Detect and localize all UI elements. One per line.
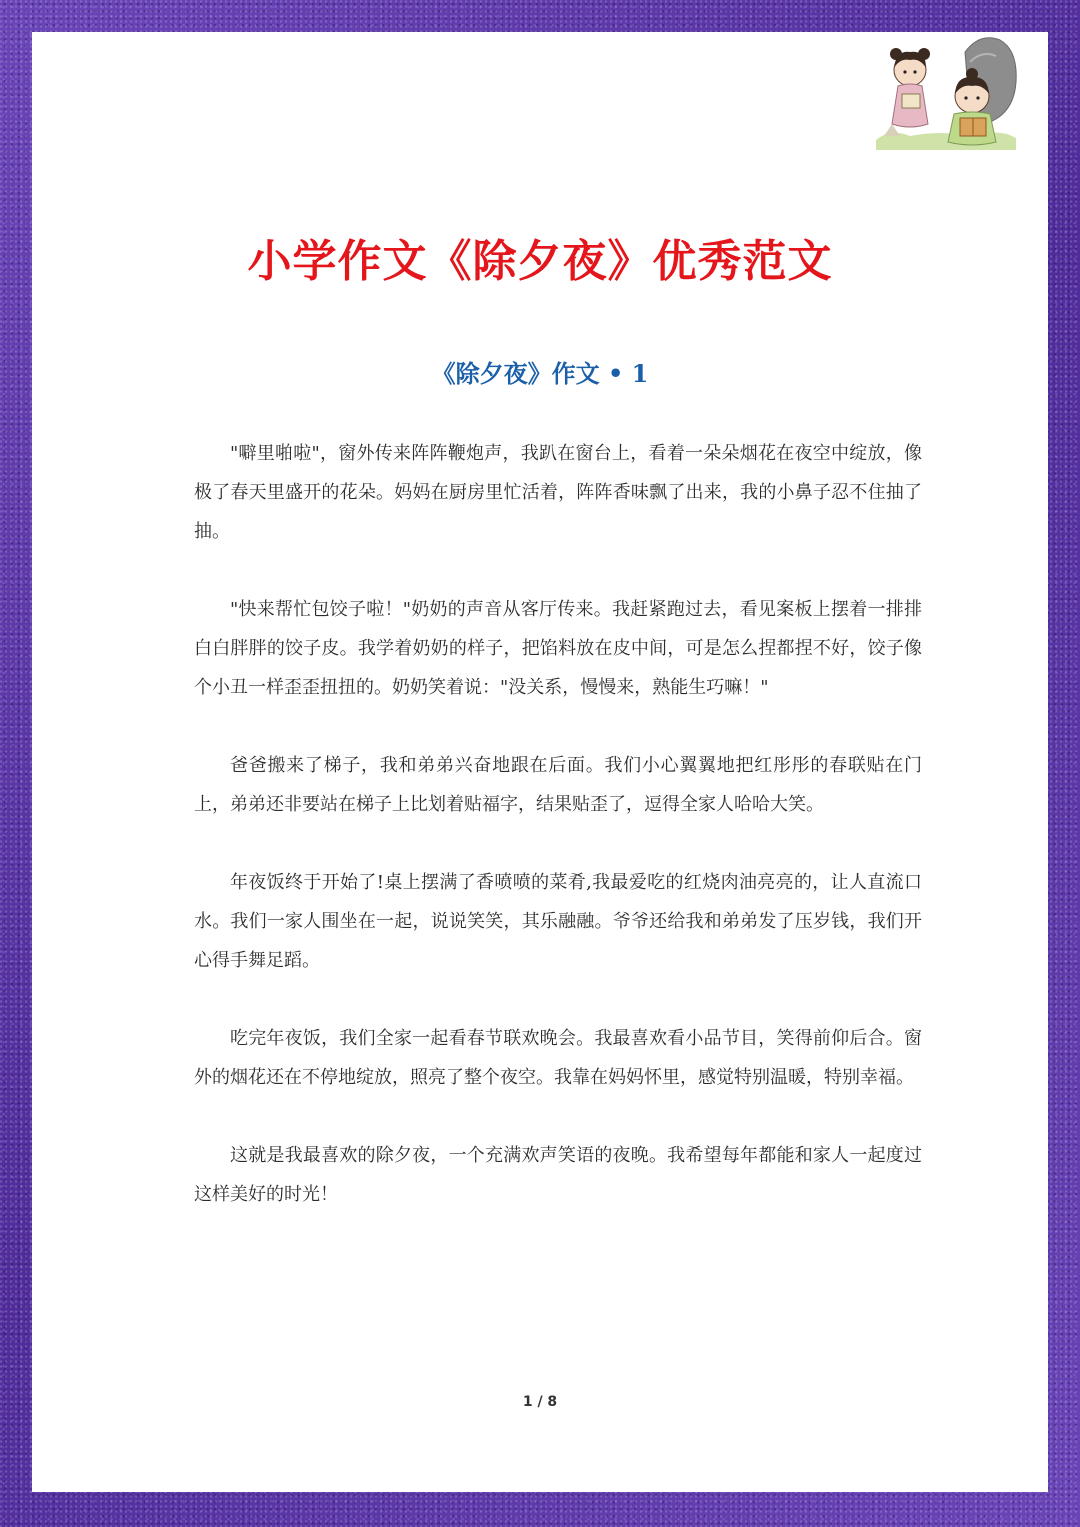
paragraph: "快来帮忙包饺子啦！"奶奶的声音从客厅传来。我赶紧跑过去，看见案板上摆着一排排白白胖胖的饺子皮。我学着奶奶的样子，把馅料放在皮中间，可是怎么捏都捏不好，饺子像个小丑一样歪歪扭扭的。奶奶笑着说："没关系，慢慢来，熟能生巧嘛！" (194, 599, 922, 698)
page-number: 1 / 8 (522, 1394, 558, 1410)
page-title: 小学作文《除夕夜》优秀范文 (247, 236, 833, 287)
paragraph: 吃完年夜饭，我们全家一起看春节联欢晚会。我最喜欢看小品节目，笑得前仰后合。窗外的烟花还在不停地绽放，照亮了整个夜空。我靠在妈妈怀里，感觉特别温暖，特别幸福。 (194, 1028, 922, 1088)
document-page (32, 32, 1048, 1492)
paragraph: 年夜饭终于开始了!桌上摆满了香喷喷的菜肴,我最爱吃的红烧肉油亮亮的，让人直流口水。我们一家人围坐在一起，说说笑笑，其乐融融。爷爷还给我和弟弟发了压岁钱，我们开心得手舞足蹈。 (194, 872, 922, 971)
paragraph: "噼里啪啦"，窗外传来阵阵鞭炮声，我趴在窗台上，看着一朵朵烟花在夜空中绽放，像极了春天里盛开的花朵。妈妈在厨房里忙活着，阵阵香味飘了出来，我的小鼻子忍不住抽了抽。 (194, 443, 922, 542)
section-subtitle: 《除夕夜》作文 • 1 (431, 359, 649, 388)
paragraph: 这就是我最喜欢的除夕夜，一个充满欢声笑语的夜晚。我希望每年都能和家人一起度过这样美好的时光！ (194, 1145, 922, 1205)
essay-body (194, 434, 922, 1253)
two-children-reading-icon (870, 32, 1020, 150)
paragraph: 爸爸搬来了梯子，我和弟弟兴奋地跟在后面。我们小心翼翼地把红彤彤的春联贴在门上，弟弟还非要站在梯子上比划着贴福字，结果贴歪了，逗得全家人哈哈大笑。 (194, 755, 922, 815)
